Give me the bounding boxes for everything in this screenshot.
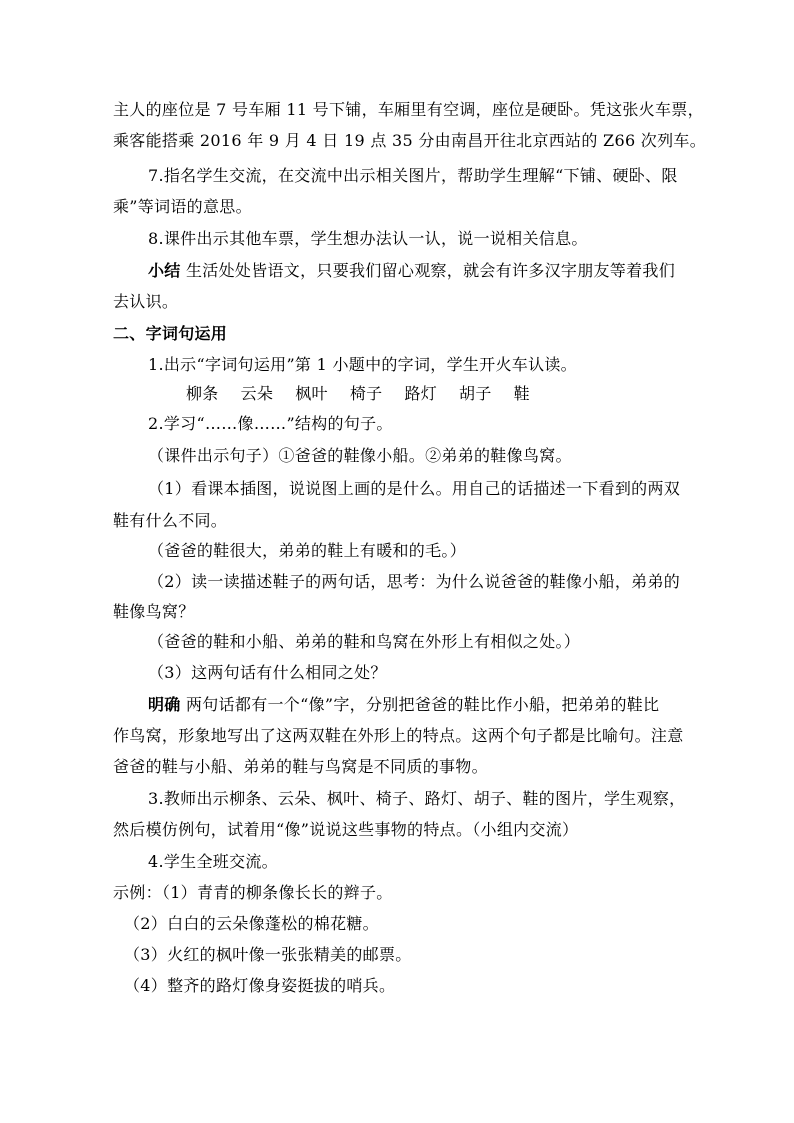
word-item: 胡子: [459, 384, 492, 403]
summary-line: [148, 260, 718, 282]
summary-label: 小结: [148, 261, 181, 280]
clarify-line: [148, 694, 718, 716]
word-item: 枫叶: [295, 384, 328, 403]
paragraph-line: 8.课件出示其他车票，学生想办法认一认，说一说相关信息。: [148, 229, 588, 248]
paragraph-line: 4.学生全班交流。: [148, 852, 278, 871]
paragraph-line: 2.学习“……像……”结构的句子。: [148, 414, 393, 433]
example-line: （3）火红的枫叶像一张张精美的邮票。: [124, 945, 412, 964]
paragraph-line: 作鸟窝，形象地写出了这两双鞋在外形上的特点。这两个句子都是比喻句。注意: [113, 726, 684, 745]
word-item: 云朵: [240, 384, 274, 403]
clarify-label: 明确: [148, 695, 181, 714]
paragraph-line: （1）看课本插图，说说图上画的是什么。用自己的话描述一下看到的两双: [148, 479, 681, 498]
paragraph-line: 去认识。: [113, 292, 179, 311]
paragraph-line: （2）读一读描述鞋子的两句话，思考：为什么说爸爸的鞋像小船，弟弟的: [148, 572, 681, 591]
section-heading: 二、字词句运用: [113, 324, 228, 343]
word-item: 椅子: [349, 384, 383, 403]
paragraph-line: （课件出示句子）①爸爸的鞋像小船。②弟弟的鞋像鸟窝。: [148, 446, 572, 465]
paragraph-line: 3.教师出示柳条、云朵、枫叶、椅子、路灯、胡子、鞋的图片，学生观察，: [148, 789, 686, 808]
paragraph-line: （爸爸的鞋很大，弟弟的鞋上有暖和的毛。）: [148, 541, 467, 560]
summary-text: 生活处处皆语文，只要我们留心观察，就会有许多汉字朋友等着我们: [180, 261, 675, 280]
paragraph-line: 1.出示“字词句运用”第 1 小题中的字词，学生开火车认读。: [148, 355, 577, 374]
example-line: （4）整齐的路灯像身姿挺拔的哨兵。: [124, 976, 396, 995]
paragraph-line: 鞋有什么不同。: [113, 511, 228, 530]
example-line: （2）白白的云朵像蓬松的棉花糖。: [124, 914, 379, 933]
paragraph-line: 主人的座位是 7 号车厢 11 号下铺，车厢里有空调，座位是硬卧。凭这张火车票，: [113, 100, 704, 119]
paragraph-line: 7.指名学生交流，在交流中出示相关图片，帮助学生理解“下铺、硬卧、限: [148, 166, 678, 185]
word-item: 路灯: [404, 384, 438, 403]
paragraph-line: 鞋像鸟窝？: [113, 602, 195, 621]
example-line: 示例：（1）青青的柳条像长长的辫子。: [113, 883, 393, 902]
paragraph-line: 然后模仿例句，试着用“像”说说这些事物的特点。（小组内交流）: [113, 820, 579, 839]
paragraph-line: （爸爸的鞋和小船、弟弟的鞋和鸟窝在外形上有相似之处。）: [148, 632, 581, 651]
paragraph-line: 乘客能搭乘 2016 年 9 月 4 日 19 点 35 分由南昌开往北京西站的 Z66 次列车。: [113, 131, 707, 150]
word-item: 柳条: [186, 384, 219, 403]
paragraph-line: 爸爸的鞋与小船、弟弟的鞋与鸟窝是不同质的事物。: [113, 757, 488, 776]
word-item: 鞋: [513, 384, 530, 403]
paragraph-line: （3）这两句话有什么相同之处？: [148, 663, 387, 682]
word-list: [186, 383, 756, 405]
clarify-text: 两句话都有一个“像”字，分别把爸爸的鞋比作小船，把弟弟的鞋比: [180, 695, 660, 714]
paragraph-line: 乘”等词语的意思。: [113, 197, 252, 216]
